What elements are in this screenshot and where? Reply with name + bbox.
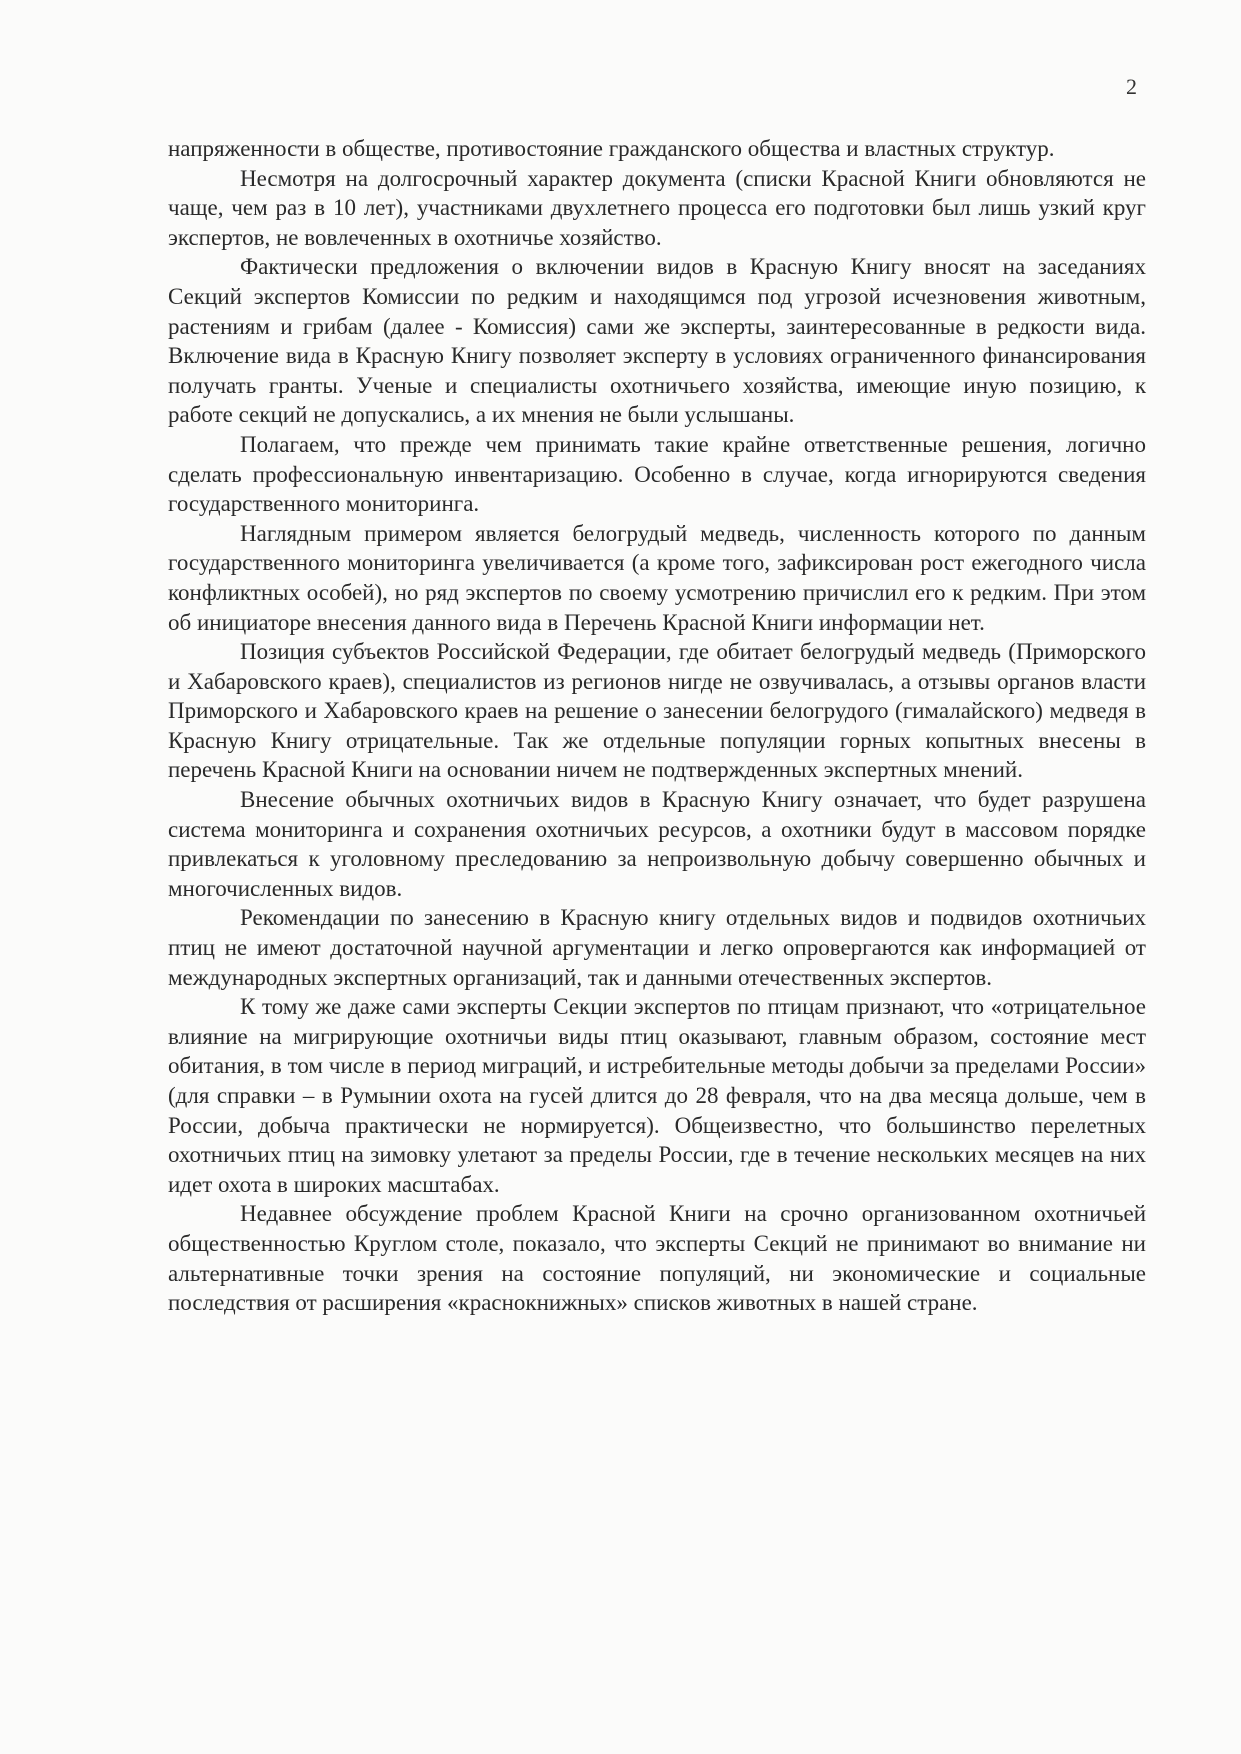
page-number: 2 — [1126, 74, 1137, 99]
paragraph-bear-example: Наглядным примером является белогрудый медведь, численность которого по данным государственного мониторинга увеличивается (а кроме того, зафиксирован рост ежегодного числа конфликтных особей), но ряд экспертов по своему усмотрению причислил его к редким. При этом об инициаторе внесения данного вида в Перечень Красной Книги информации нет. — [168, 520, 1146, 635]
paragraph-birds-recommendations: Рекомендации по занесению в Красную книгу отдельных видов и подвидов охотничьих птиц не имеют достаточной научной аргументации и легко опровергаются как информацией от международных экспертных организаций, так и данными отечественных экспертов. — [168, 905, 1146, 990]
paragraph-continuation: напряженности в обществе, противостояние гражданского общества и властных структур. — [168, 136, 1055, 161]
document-body — [168, 134, 1146, 1318]
paragraph-round-table: Недавнее обсуждение проблем Красной Книги на срочно организованном охотничьей общественностью Круглом столе, показало, что эксперты Секций не принимают во внимание ни альтернативные точки зрения на состояние популяций, ни экономические и социальные последствия от расширения «краснокнижных» списков животных в нашей стране. — [168, 1201, 1146, 1316]
paragraph-experts-admit: К тому же даже сами эксперты Секции экспертов по птицам признают, что «отрицательное влияние на мигрирующие охотничьи виды птиц оказывают, главным образом, состояние мест обитания, в том числе в период миграций, и истребительные методы добычи за пределами России» (для справки – в Румынии охота на гусей длится до 28 февраля, что на два месяца дольше, чем в России, добыча практически не нормируется). Общеизвестно, что большинство перелетных охотничьих птиц на зимовку улетают за пределы России, где в течение нескольких месяцев на них идет охота в широких масштабах. — [168, 994, 1146, 1197]
paragraph-inventory: Полагаем, что прежде чем принимать такие крайне ответственные решения, логично сделать профессиональную инвентаризацию. Особенно в случае, когда игнорируются сведения государственного мониторинга. — [168, 431, 1146, 517]
paragraph-regions-position: Позиция субъектов Российской Федерации, где обитает белогрудый медведь (Приморского и Хабаровского краев), специалистов из регионов нигде не озвучивалась, а отзывы органов власти Приморского и Хабаровского краев на решение о занесении белогрудого (гималайского) медведя в Красную Книгу отрицательные. Так же отдельные популяции горных копытных внесены в перечень Красной Книги на основании ничем не подтвержденных экспертных мнений. — [168, 639, 1146, 783]
paragraph-hunting-species: Внесение обычных охотничьих видов в Красную Книгу означает, что будет разрушена система мониторинга и сохранения охотничьих ресурсов, а охотники будут в массовом порядке привлекаться к уголовному преследованию за непроизвольную добычу совершенно обычных и многочисленных видов. — [168, 787, 1146, 901]
paragraph-document-scope: Несмотря на долгосрочный характер документа (списки Красной Книги обновляются не чаще, чем раз в 10 лет), участниками двухлетнего процесса его подготовки был лишь узкий круг экспертов, не вовлеченных в охотничье хозяйство. — [168, 165, 1146, 250]
paragraph-expert-proposals: Фактически предложения о включении видов в Красную Книгу вносят на заседаниях Секций экспертов Комиссии по редким и находящимся под угрозой исчезновения животным, растениям и грибам (далее - Комиссия) сами же эксперты, заинтересованные в редкости вида. Включение вида в Красную Книгу позволяет эксперту в условиях ограниченного финансирования получать гранты. Ученые и специалисты охотничьего хозяйства, имеющие иную позицию, к работе секций не допускались, а их мнения не были услышаны. — [168, 254, 1146, 428]
